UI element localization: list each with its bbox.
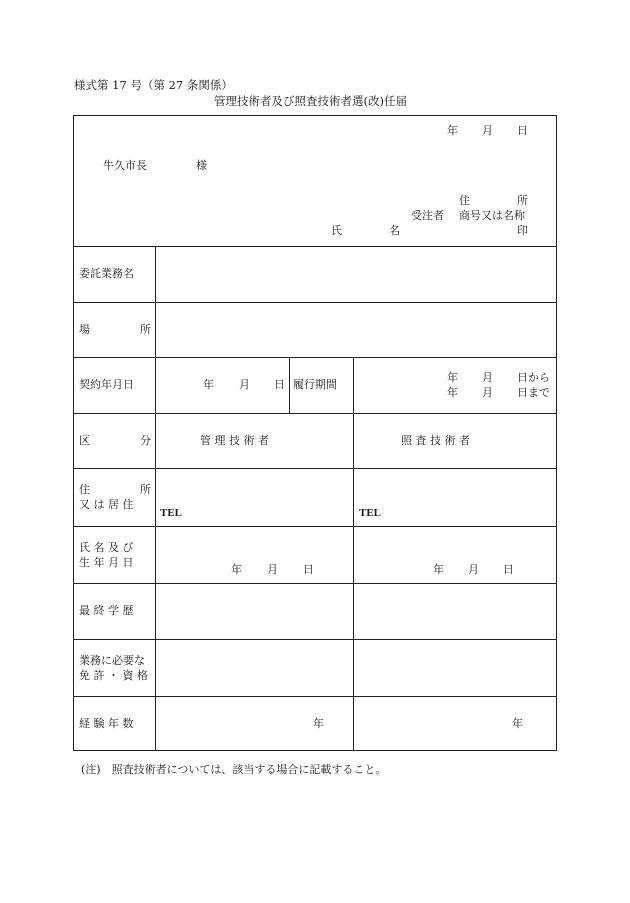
contract-date-field[interactable]: [156, 357, 288, 411]
manager-birth-month: 月: [267, 563, 278, 576]
checker-name-field[interactable]: [355, 527, 555, 581]
manager-header: 管 理 技 術 者: [200, 434, 269, 447]
checker-experience-field[interactable]: [355, 697, 555, 750]
seal-label: 印: [517, 224, 528, 237]
contract-day: 日: [274, 378, 285, 391]
checker-education-field[interactable]: [355, 584, 555, 638]
residence-label-1a: 住: [79, 483, 90, 496]
address-label-2: 所: [517, 194, 528, 207]
rule: [289, 357, 290, 413]
manager-address-field[interactable]: [156, 470, 352, 525]
honorific: 様: [196, 159, 207, 172]
contract-date-label: 契約年月日: [79, 378, 134, 391]
date-year-label: 年: [447, 124, 458, 137]
manager-name-field[interactable]: [156, 527, 352, 581]
manager-license-field[interactable]: [156, 640, 352, 695]
recipient: 牛久市長: [103, 159, 147, 172]
license-label-2: 免 許 ・ 資 格: [79, 669, 148, 682]
contractor-label: 受注者: [411, 209, 444, 222]
period-from-year: 年: [447, 371, 458, 384]
rule: [353, 413, 354, 750]
checker-birth-month: 月: [468, 563, 479, 576]
business-name-field[interactable]: [156, 246, 556, 300]
checker-tel-label: TEL: [359, 507, 382, 519]
period-to-month: 月: [482, 386, 493, 399]
location-field[interactable]: [156, 302, 556, 356]
period-to-day: 日まで: [517, 386, 550, 399]
residence-label-2: 又 は 居 住: [79, 498, 134, 511]
name-birth-label-1: 氏 名 及 び: [79, 541, 134, 554]
checker-birth-day: 日: [503, 563, 514, 576]
checker-address-field[interactable]: [355, 470, 555, 525]
date-month-label: 月: [482, 124, 493, 137]
name-label-1: 氏: [331, 224, 342, 237]
checker-birth-year: 年: [433, 563, 444, 576]
contract-year: 年: [203, 378, 214, 391]
manager-birth-year: 年: [231, 563, 242, 576]
company-label: 商号又は名称: [459, 209, 525, 222]
period-to-year: 年: [447, 386, 458, 399]
period-from-day: 日から: [517, 371, 550, 384]
residence-label-1b: 所: [140, 483, 151, 496]
division-label-2: 分: [140, 434, 151, 447]
division-label-1: 区: [79, 434, 90, 447]
manager-birth-day: 日: [303, 563, 314, 576]
name-label-2: 名: [389, 224, 400, 237]
location-label-2: 所: [140, 323, 151, 336]
performance-period-field[interactable]: [355, 357, 555, 411]
manager-tel-label: TEL: [160, 507, 183, 519]
checker-header: 照 査 技 術 者: [401, 434, 470, 447]
education-label: 最 終 学 歴: [79, 604, 134, 617]
experience-label: 経 験 年 数: [79, 717, 134, 730]
address-label-1: 住: [459, 194, 470, 207]
rule: [74, 468, 556, 469]
rule: [74, 413, 556, 414]
business-name-label: 委託業務名: [79, 267, 134, 280]
location-label-1: 場: [79, 323, 90, 336]
contract-month: 月: [239, 378, 250, 391]
checker-license-field[interactable]: [355, 640, 555, 695]
form-number: 様式第 17 号（第 27 条関係）: [74, 78, 233, 92]
manager-experience-unit: 年: [313, 717, 324, 730]
period-from-month: 月: [482, 371, 493, 384]
date-day-label: 日: [517, 124, 528, 137]
license-label-1: 業務に必要な: [79, 654, 145, 667]
performance-period-label: 履行期間: [293, 378, 337, 391]
name-birth-label-2: 生 年 月 日: [79, 556, 134, 569]
checker-experience-unit: 年: [512, 717, 523, 730]
manager-education-field[interactable]: [156, 584, 352, 638]
manager-experience-field[interactable]: [156, 697, 352, 750]
form-title: 管理技術者及び照査技術者選(改)任届: [214, 94, 407, 108]
rule: [353, 357, 354, 413]
footnote: (注) 照査技術者については、該当する場合に記載すること。: [81, 763, 387, 776]
